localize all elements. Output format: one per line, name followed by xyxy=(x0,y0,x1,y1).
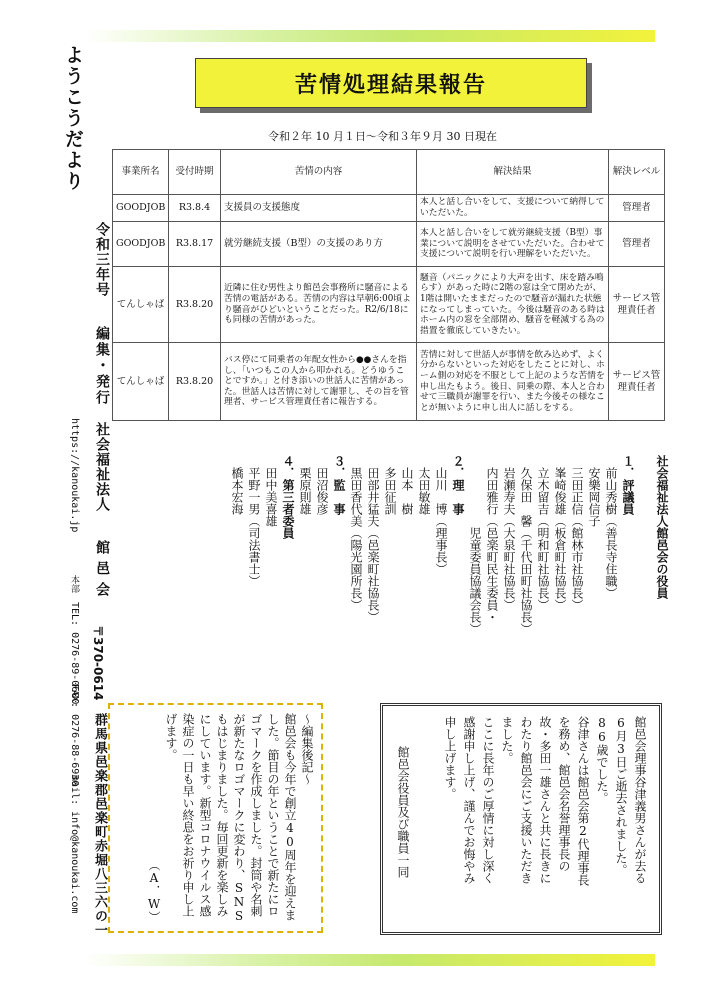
cell-level: サービス管理責任者 xyxy=(609,343,665,421)
list-item: 橋本宏海 xyxy=(230,455,244,515)
list-item: 山川 博（理事長） xyxy=(434,455,448,575)
list-item: 安樂岡信子 xyxy=(587,455,601,527)
cell-level: サービス管理責任者 xyxy=(609,267,665,343)
obituary-paragraph: 館邑会理事谷津義男さんが去る6月3日ご逝去されました。86歳でした。 xyxy=(595,716,647,884)
obituary-box xyxy=(380,703,662,935)
list-item: 黒田香代美（陽光園所長） xyxy=(349,455,363,611)
list-item: 太田敏雄 xyxy=(417,455,431,515)
table-row xyxy=(113,222,665,267)
list-item: 峯崎俊雄（板倉町社協長） xyxy=(553,455,567,611)
table-row xyxy=(113,195,665,222)
header-office: 事業所名 xyxy=(113,150,169,195)
table-header-row xyxy=(113,150,665,195)
cell-content: 支援員の支援態度 xyxy=(221,195,417,222)
cell-date: R3.8.20 xyxy=(169,343,221,421)
cell-result: 苦情に対して世話人が事情を飲み込めず、よく分からないといった対応をしたことに対し、ホーム側の対応を不服として上記のような苦情を申し出たもよう。後日、同乗の際、本人と合わせて三職員が謝罪を行い、また今後その様なことが無いように申し出人に話しをする。 xyxy=(417,343,609,421)
cell-date: R3.8.20 xyxy=(169,267,221,343)
telephone: TEL: 0276-89-0600 xyxy=(69,602,80,705)
list-item: 前山秀樹（善長寺住職） xyxy=(604,455,618,599)
cell-result: 騒音（パニックにより大声を出す、床を踏み鳴らす）があった時に2階の窓は全て閉めたが、1階は開いたままだったので騒音が漏れた状態になってしまっていた。今後は騒音のある時はホーム内の窓を全部閉め、騒音を軽減する為の措置を徹底していきたい。 xyxy=(417,267,609,343)
officers-list xyxy=(230,455,670,675)
postscript-text xyxy=(145,713,315,923)
cell-office: GOODJOB xyxy=(113,222,169,267)
editor-postscript-box xyxy=(108,703,323,933)
headquarters-label: 本部 xyxy=(69,575,79,593)
cell-office: てんしゃば xyxy=(113,267,169,343)
cell-level: 管理者 xyxy=(609,195,665,222)
list-item: 平野一男（司法書士） xyxy=(247,455,261,587)
list-item: 内田雅行（邑楽町民生委員・ xyxy=(485,455,499,623)
header-content: 苦情の内容 xyxy=(221,150,417,195)
postscript-heading: ～編集後記～ xyxy=(300,713,314,785)
postal-code: 〒370-0614 xyxy=(91,625,105,701)
cell-office: GOODJOB xyxy=(113,195,169,222)
organization-name: 館邑会 xyxy=(94,540,110,603)
publisher-type: 社会福祉法人 xyxy=(94,422,110,512)
list-item: １．評議員 xyxy=(621,455,635,515)
bottom-decorative-bar xyxy=(85,954,655,966)
list-item: 岩瀬寿夫（大泉町社協長） xyxy=(502,455,516,611)
cell-level: 管理者 xyxy=(609,222,665,267)
address: 群馬県邑楽郡邑楽町赤堀八三六の一 xyxy=(92,713,107,937)
list-item: 立木留吉（明和町社協長） xyxy=(536,455,550,611)
table-row xyxy=(113,343,665,421)
list-item: 児童委員協議会長） xyxy=(468,455,482,635)
top-decorative-bar xyxy=(85,30,655,42)
email-address[interactable]: mail: info@kanoukai.com xyxy=(69,775,80,914)
officers-heading: 社会福祉法人館邑会の役員 xyxy=(655,455,669,599)
report-period: 令和２年 10 月１日～令和３年９月 30 日現在 xyxy=(268,130,497,143)
header-level: 解決レベル xyxy=(609,150,665,195)
fax: FAX: 0276-88-6930 xyxy=(69,684,80,787)
cell-date: R3.8.4 xyxy=(169,195,221,222)
complaints-table xyxy=(112,149,665,421)
cell-date: R3.8.17 xyxy=(169,222,221,267)
cell-result: 本人と話し合いをして就労継続支援（B型）事業について説明をさせていただいた。合わせて支援について説明を行い理解をいただいた。 xyxy=(417,222,609,267)
list-item: 山本 樹 xyxy=(400,455,414,515)
cell-content: 就労継続支援（B型）の支援のあり方 xyxy=(221,222,417,267)
list-item: 田中美喜雄 xyxy=(264,455,278,527)
list-item: 三田正信（館林市社協長） xyxy=(570,455,584,611)
editor-label: 編集・発行 xyxy=(94,326,110,406)
issue-label: 令和三年号 xyxy=(94,222,110,297)
header-date: 受付時期 xyxy=(169,150,221,195)
obituary-paragraph: ここに長年のご厚情に対し深く感謝申し上げ、謹んでお悔やみ申し上げます。 xyxy=(443,716,495,884)
header-result: 解決結果 xyxy=(417,150,609,195)
list-item: 栗原則雄 xyxy=(298,455,312,515)
list-item: ４．第三者委員 xyxy=(281,455,295,539)
table-row xyxy=(113,267,665,343)
newsletter-title: ようこうだより xyxy=(62,45,84,192)
website-url[interactable]: https://kanoukai.jp xyxy=(69,418,80,533)
obituary-text xyxy=(440,716,649,886)
postscript-body: 館邑会も今年で創立40周年を迎えました。節目の年ということで新たにロゴマークを作成しました。封筒や名刺が新たなロゴマークに変わり、SNSもはじまりました。毎回更新を楽しみにしています。新型コロナウイルス感染症の一日も早い終息をお祈り申し上げます。 xyxy=(164,713,297,923)
cell-content: 近隣に住む男性より館邑会事務所に騒音による苦情の電話がある。苦情の内容は早朝6:00頃より騒音がひどいということだった。R2/6/18にも同様の苦情があった。 xyxy=(221,267,417,343)
list-item: 多田征訓 xyxy=(383,455,397,515)
list-item: 久保田 馨（千代田町社協長） xyxy=(519,455,533,635)
list-item: 田部井猛夫（邑楽町社協長） xyxy=(366,455,380,623)
list-item: 田沼俊彦 xyxy=(315,455,329,515)
obituary-paragraph: 谷津さんは館邑会第2代理事長を務め、館邑会名誉理事長の故・多田一雄さんと共に長きにわたり館邑会にご支援いただきました。 xyxy=(500,716,590,886)
cell-office: てんしゃば xyxy=(113,343,169,421)
report-title: 苦情処理結果報告 xyxy=(195,58,587,108)
list-item: ３．監 事 xyxy=(332,455,346,515)
list-item: ２．理 事 xyxy=(451,455,465,515)
cell-result: 本人と話し合いをして、支援について納得していただいた。 xyxy=(417,195,609,222)
obituary-signature: 館邑会役員及び職員一同 xyxy=(396,746,410,878)
postscript-sign: （A．W） xyxy=(147,859,161,923)
cell-content: バス停にて同乗者の年配女性から●●さんを指し、「いつもこの人から叩かれる。どうゆうことですか。」と付き添いの世話人に苦情があった。世話人は苦情に対して謝罪し、その旨を管理者、サービス管理責任者に報告する。 xyxy=(221,343,417,421)
